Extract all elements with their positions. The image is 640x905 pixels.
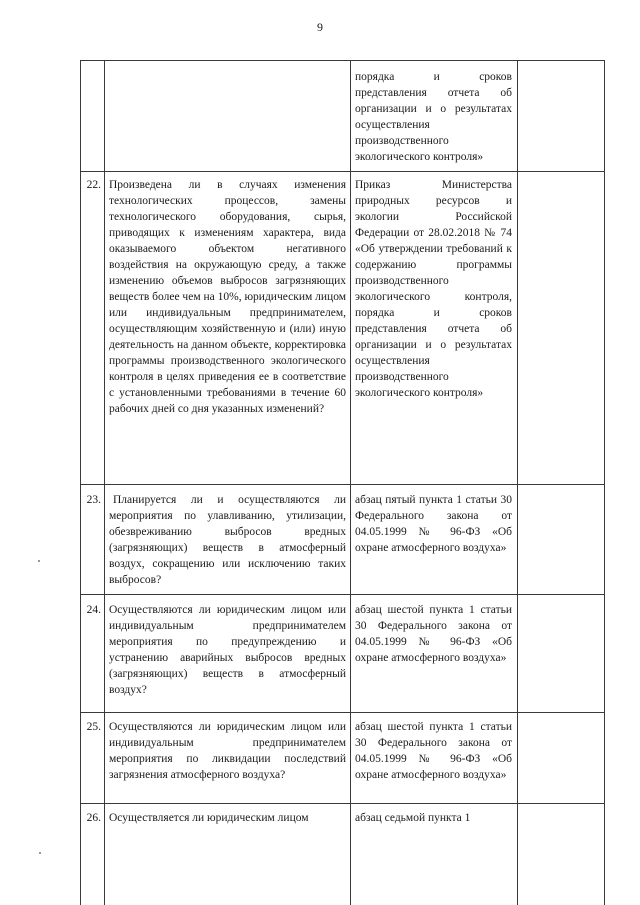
row-border [80,171,605,172]
scan-speck [39,852,41,854]
cell-reference: абзац шестой пункта 1 статьи 30 Федерального закона от 04.05.1999 № 96-ФЗ «Об охране атмосферного воздуха» [355,604,512,664]
row-number: 26. [86,812,101,824]
cell-question: Осуществляются ли юридическим лицом или индивидуальным предпринимателем мероприятия по предупреждению и устранению аварийных выбросов вредных (загрязняющих) веществ в атмосферный воздух? [109,604,346,696]
row-border [80,484,605,485]
checklist-table [80,60,605,905]
row-number: 25. [86,721,101,733]
cell-reference: Приказ Министерства природных ресурсов и экологии Российской Федерации от 28.02.2018 № 74 «Об утверждении требований к содержанию программы производственного экологического контроля, порядка и сроков представления отчета об организации и о результатах осуществления производственного экологического контроля» [355,179,512,399]
scan-speck [38,560,40,562]
row-border [80,60,605,61]
row-border [80,594,605,595]
cell-question: Осуществляется ли юридическим лицом [109,812,309,824]
column-border [350,60,351,905]
row-border [80,712,605,713]
cell-question: Планируется ли и осуществляются ли мероприятия по улавливанию, утилизации, обезвреживанию выбросов вредных (загрязняющих) веществ в атмосферный воздух, сокращению или исключению таких выбросов? [109,494,346,586]
row-number: 22. [86,179,101,191]
cell-reference: абзац шестой пункта 1 статьи 30 Федерального закона от 04.05.1999 № 96-ФЗ «Об охране атмосферного воздуха» [355,721,512,781]
row-number: 24. [86,604,101,616]
cell-reference: абзац пятый пункта 1 статьи 30 Федерального закона от 04.05.1999 № 96-ФЗ «Об охране атмосферного воздуха» [355,494,512,554]
row-border [80,803,605,804]
row-number: 23. [86,494,101,506]
cell-question: Осуществляются ли юридическим лицом или индивидуальным предпринимателем мероприятия по ликвидации последствий загрязнения атмосферного воздуха? [109,721,346,781]
column-border [604,60,605,905]
page-number: 9 [317,20,323,34]
column-border [517,60,518,905]
cell-reference: порядка и сроков представления отчета об организации и о результатах осуществления производственного экологического контроля» [355,71,512,163]
column-border [104,60,105,905]
cell-reference: абзац седьмой пункта 1 [355,812,471,824]
cell-question: Произведена ли в случаях изменения технологических процессов, замены технологического оборудования, сырья, приводящих к изменениям характера, вида оказываемого объектом негативного воздействия на окружающую среду, а также изменению объемов выбросов загрязняющих веществ более чем на 10%, юридическим лицом или индивидуальным предпринимателем, осуществляющим хозяйственную и (или) иную деятельность на данном объекте, корректировка программы производственного экологического контроля в целях приведения ее в соответствие с установленными требованиями в течение 60 рабочих дней со дня указанных изменений? [109,179,346,415]
